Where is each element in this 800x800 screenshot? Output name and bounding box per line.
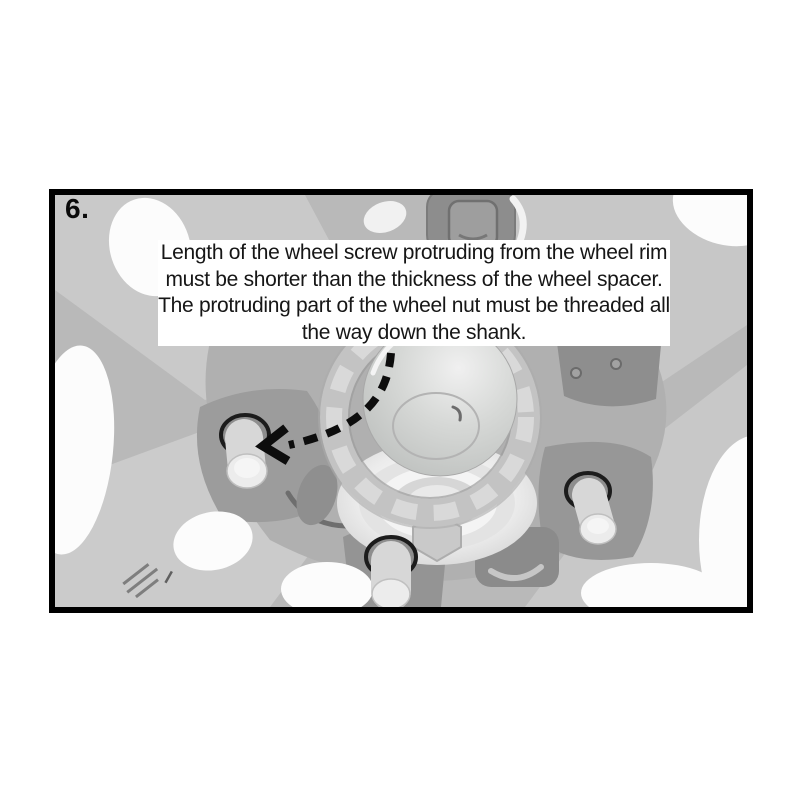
caption-line-1: Length of the wheel screw protruding from the wheel rim: [160, 241, 668, 264]
wheel-stud-top-left: [221, 415, 269, 488]
caption-box: [158, 240, 670, 346]
caption-line-3: The protruding part of the wheel nut must be threaded all: [158, 294, 670, 317]
caption-line-4: the way down the shank.: [301, 320, 527, 344]
figure-frame: [49, 189, 753, 613]
wheel-stud-bottom: [366, 537, 416, 607]
step-number-label: 6.: [65, 193, 90, 224]
caption-line-2: must be shorter than the thickness of the wheel spacer.: [165, 267, 663, 291]
